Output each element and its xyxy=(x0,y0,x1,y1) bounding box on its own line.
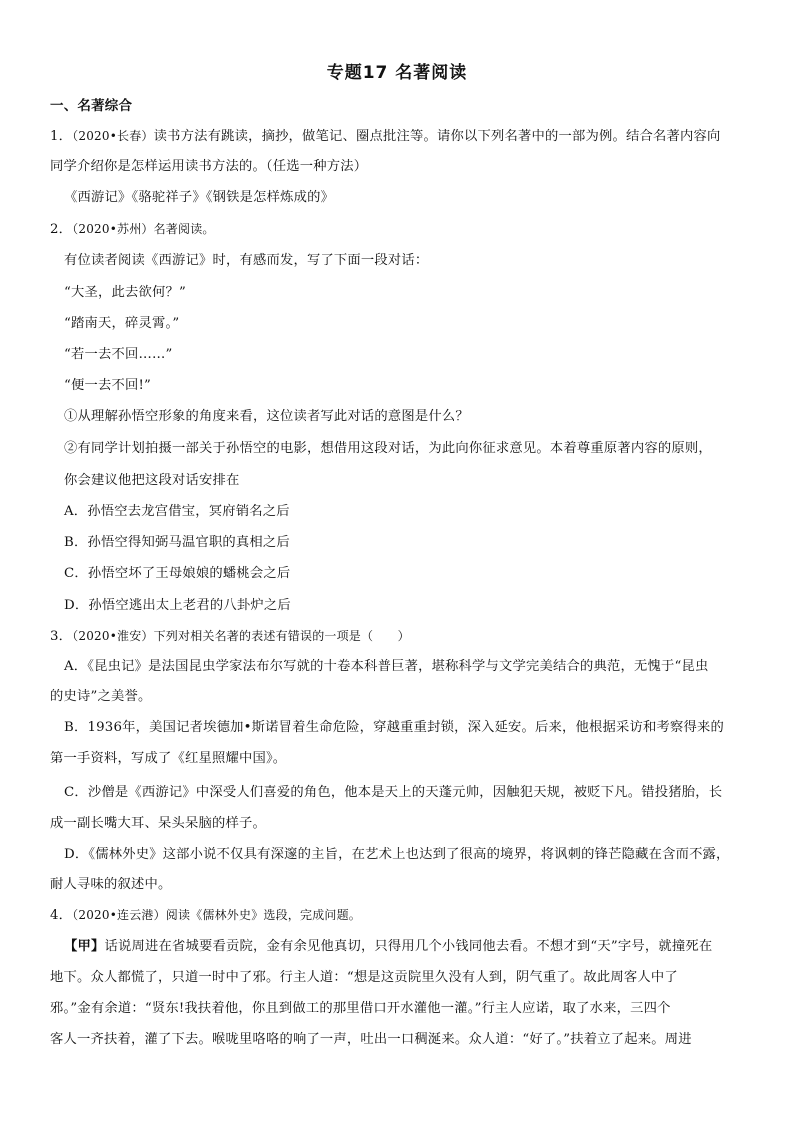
sub-question-1: ①从理解孙悟空形象的角度来看，这位读者写此对话的意图是什么？ xyxy=(64,409,469,424)
question-source: （2020•苏州） xyxy=(72,222,154,236)
page-title: 专题17 名著阅读 xyxy=(326,63,468,83)
option-b-continued: 第一手资料，写成了《红星照耀中国》。 xyxy=(50,751,287,766)
option-a-continued: 的史诗”之美誉。 xyxy=(50,689,152,704)
option-a: A．孙悟空去龙宫借宝，冥府销名之后 xyxy=(64,504,290,519)
question-number: 1． xyxy=(50,129,73,144)
question-1 xyxy=(50,127,720,146)
question-text: 读书方法有跳读，摘抄，做笔记、圈点批注等。请你以下列名著中的一部为例。结合名著内容向 xyxy=(153,129,721,144)
option-d: D．《儒林外史》这部小说不仅具有深邃的主旨，在艺术上也达到了很高的境界，将讽刺的锋芒隐藏在含而不露， xyxy=(64,847,730,862)
option-c: C．沙僧是《西游记》中深受人们喜爱的角色，他本是天上的天蓬元帅，因触犯天规，被贬下凡。错投猪胎，长 xyxy=(64,785,723,800)
option-b: B．1936年，美国记者埃德加•斯诺冒着生命危险，穿越重重封锁，深入延安。后来，他根据采访和考察得来的 xyxy=(64,720,725,735)
question-source: （2020•连云港） xyxy=(72,908,166,922)
passage-text: 话说周进在省城要看贡院，金有余见他真切，只得用几个小钱同他去看。不想才到“天”字号，就撞死在 xyxy=(104,939,713,954)
option-c-continued: 成一副长嘴大耳、呆头呆脑的样子。 xyxy=(50,816,266,831)
question-text-continued: 同学介绍你是怎样运用读书方法的。（任选一种方法） xyxy=(50,159,368,174)
passage-paragraph xyxy=(64,938,712,956)
option-a: A．《昆虫记》是法国昆虫学家法布尔写就的十卷本科普巨著，堪称科学与文学完美结合的典范，无愧于“昆虫 xyxy=(64,659,709,674)
dialogue-line: “大圣，此去欲何？” xyxy=(64,285,186,300)
question-number: 4． xyxy=(50,908,73,923)
sub-question-2-continued: 你会建议他把这段对话安排在 xyxy=(64,473,240,488)
passage-text: 邪。”金有余道：“贤东!我扶着他，你且到做工的那里借口开水灌他一灌。”行主人应诺，取了水来，三四个 xyxy=(50,1001,671,1016)
question-text: 阅读《儒林外史》选段，完成问题。 xyxy=(165,908,361,922)
passage-text: 地下。众人都慌了，只道一时中了邪。行主人道：“想是这贡院里久没有人到，阴气重了。故此周客人中了 xyxy=(50,970,678,985)
question-4 xyxy=(50,906,361,925)
sub-question-2: ②有同学计划拍摄一部关于孙悟空的电影，想借用这段对话，为此向你征求意见。本着尊重原著内容的原则， xyxy=(64,441,712,456)
question-number: 2． xyxy=(50,222,73,237)
question-source: （2020•淮安） xyxy=(72,629,154,643)
dialogue-line: “便一去不回!” xyxy=(64,378,152,393)
question-source: （2020•长春） xyxy=(72,129,154,143)
question-3 xyxy=(50,627,410,646)
option-d: D．孙悟空逃出太上老君的八卦炉之后 xyxy=(64,598,291,613)
question-text: 名著阅读。 xyxy=(153,222,215,236)
dialogue-line: “若一去不回……” xyxy=(64,347,173,362)
question-number: 3． xyxy=(50,629,73,644)
question-text: 下列对相关名著的表述有错误的一项是（ ） xyxy=(153,629,410,643)
book-list: 《西游记》《骆驼祥子》《钢铁是怎样炼成的》 xyxy=(64,190,335,205)
passage-intro: 有位读者阅读《西游记》时，有感而发，写了下面一段对话： xyxy=(64,253,429,268)
question-2 xyxy=(50,220,215,239)
passage-tag: 【甲】 xyxy=(64,939,105,954)
option-b: B．孙悟空得知弼马温官职的真相之后 xyxy=(64,535,290,550)
dialogue-line: “踏南天，碎灵霄。” xyxy=(64,316,180,331)
section-heading: 一、名著综合 xyxy=(50,98,133,114)
option-c: C．孙悟空坏了王母娘娘的蟠桃会之后 xyxy=(64,566,291,581)
option-d-continued: 耐人寻味的叙述中。 xyxy=(50,877,172,892)
passage-text: 客人一齐扶着，灌了下去。喉咙里咯咯的响了一声，吐出一口稠涎来。众人道：“好了。”扶着立了起来。周进 xyxy=(50,1032,692,1047)
